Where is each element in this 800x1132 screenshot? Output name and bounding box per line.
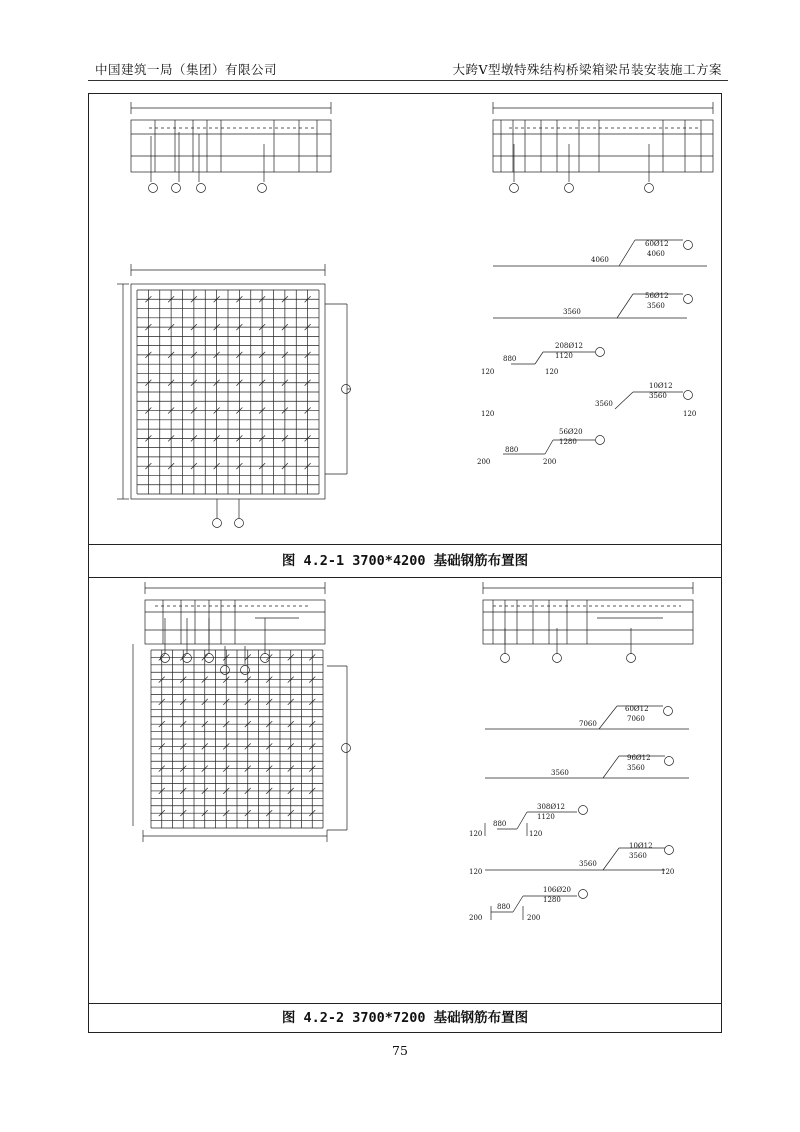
bar-end-right: 200: [527, 914, 541, 922]
bar-length: 4060: [647, 250, 665, 258]
bar-length: 7060: [627, 715, 645, 723]
bar-spec: 56Ø20: [559, 428, 583, 436]
bar-label: 880: [497, 903, 511, 911]
bar-end-left: 120: [469, 830, 483, 838]
bar-label: 4060: [591, 256, 609, 264]
fig2-elevation-a: [145, 582, 325, 663]
bar-spec: 106Ø20: [543, 886, 572, 894]
bar-length: 3560: [647, 302, 665, 310]
bar-length: 3560: [649, 392, 667, 400]
bar-label: 880: [505, 446, 519, 454]
bar-end-left: 120: [469, 868, 483, 876]
bar-label: 880: [493, 820, 507, 828]
bar-end-left: 120: [481, 410, 495, 418]
bar-spec: 10Ø12: [649, 382, 673, 390]
figure-2-caption: 图 4.2-2 3700*7200 基础钢筋布置图: [281, 1010, 529, 1026]
page-number: 75: [392, 1043, 408, 1058]
header-rule: [88, 80, 728, 81]
bar-label: 3560: [551, 769, 569, 777]
bar-spec: 96Ø12: [627, 754, 651, 762]
bar-end-right: 200: [543, 458, 557, 466]
figure-1-caption: 图 4.2-1 3700*4200 基础钢筋布置图: [281, 553, 529, 569]
bar-label: 7060: [579, 720, 597, 728]
figure-2-drawing: [89, 578, 723, 1003]
bar-length: 3560: [627, 764, 645, 772]
fig2-plan-grid: [133, 644, 351, 842]
bar-end-left: 200: [477, 458, 491, 466]
bar-label: 880: [503, 355, 517, 363]
bar-end-right: 120: [683, 410, 697, 418]
bar-label: 3560: [595, 400, 613, 408]
figure-1-drawing-area: [89, 94, 721, 544]
bar-label: 3560: [579, 860, 597, 868]
bar-label: 3560: [563, 308, 581, 316]
bar-length: 1280: [543, 896, 561, 904]
bar-spec: 308Ø12: [537, 803, 566, 811]
fig1-bar-schedule: [493, 240, 707, 454]
bar-length: 1120: [537, 813, 555, 821]
bar-end-left: 200: [469, 914, 483, 922]
bar-end-right: 120: [661, 868, 675, 876]
page-header: [95, 60, 722, 80]
bar-end-right: 120: [545, 368, 559, 376]
bar-spec: 208Ø12: [555, 342, 584, 350]
bar-length: 3560: [629, 852, 647, 860]
fig1-plan-grid: [117, 264, 351, 528]
bar-end-right: 120: [529, 830, 543, 838]
fig1-elevation-a: [131, 102, 331, 193]
bar-end-left: 120: [481, 368, 495, 376]
fig2-bar-schedule: [485, 706, 689, 920]
bar-length: 1120: [555, 352, 573, 360]
fig1-elevation-b: [493, 102, 713, 193]
header-document-title: 大跨V型墩特殊结构桥梁箱梁吊装安装施工方案: [452, 62, 722, 77]
bar-spec: 10Ø12: [629, 842, 653, 850]
bar-length: 1280: [559, 438, 577, 446]
figure-1-caption-row: [89, 544, 721, 578]
figure-2-drawing-area: [89, 578, 721, 1003]
bar-spec: 56Ø12: [645, 292, 669, 300]
fig2-elevation-b: [483, 582, 693, 663]
figure-2-caption-row: [89, 1003, 721, 1033]
header-company: 中国建筑一局（集团）有限公司: [95, 62, 278, 77]
figure-frame: [88, 93, 722, 1033]
bar-spec: 60Ø12: [645, 240, 669, 248]
figure-1-drawing: [89, 94, 723, 544]
bar-spec: 60Ø12: [625, 705, 649, 713]
